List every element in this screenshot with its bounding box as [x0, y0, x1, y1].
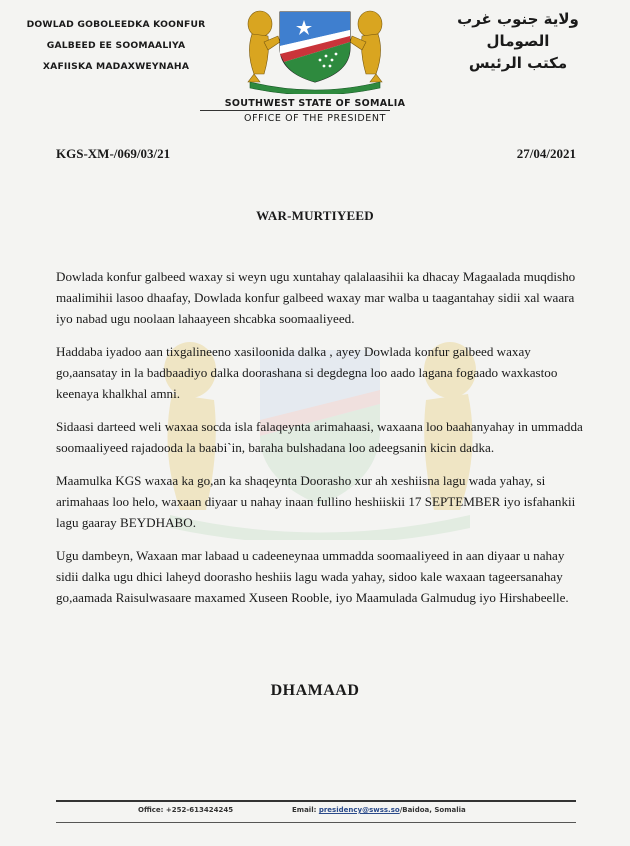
letter-date: 27/04/2021 [516, 146, 576, 161]
state-name: SOUTHWEST STATE OF SOMALIA [224, 98, 406, 109]
header-right-line: الصومال [486, 32, 550, 50]
state-emblem [240, 2, 390, 94]
footer-bottom-divider [56, 822, 576, 823]
body-paragraph: Haddaba iyadoo aan tixgalineeno xasiloonida dalka , ayey Dowlada konfur galbeed waxay go,aansatay in la badbaadiyo dalka doorashana si degdegna loo aado lagana fogaado waxkastoo keenaya khalkhal amni. [56, 344, 558, 401]
header-somali-block [10, 14, 222, 77]
body-paragraph: Dowlada konfur galbeed waxay si weyn ugu xuntahay qalalaasihii ka dhacay Magaalada muqdisho maalimihii lasoo dhaafay, Dowlada konfur galbeed waxay mar walba u taagantahay sidii xal waara iyo nabad ugu noolaan lahaayeen shcabka soomaaliyeed. [56, 269, 576, 326]
document-title: WAR-MURTIYEED [256, 208, 374, 223]
body-paragraph: Ugu dambeyn, Waxaan mar labaad u cadeeneynaa ummadda soomaaliyeed in aan diyaar u nahay sidii dalka ugu dhici laheyd doorasho heshiis lagu wada yahay, sidoo kale waxaan tageersanahay go,aamada Raisulwasaare maxamed Xuseen Rooble, iyo Maamulada Galmudug iyo Hirshabeelle. [56, 548, 569, 605]
header-divider [200, 110, 390, 111]
body-paragraph: Sidaasi darteed weli waxaa socda isla falaqeynta arimahaasi, waxaana loo baahanyahay in ummadda soomaaliyeed rajadooda la baabi`in, baraha bulshadana loo adeegsanin kicin dadka. [56, 419, 583, 455]
letter-body [56, 266, 586, 620]
footer-location: /Baidoa, Somalia [399, 806, 466, 814]
footer-email-label: Email: [292, 806, 317, 814]
header-left-line: GALBEED EE SOOMAALIYA [46, 40, 186, 51]
footer-divider [56, 800, 576, 802]
header-right-line: ولاية جنوب غرب [457, 10, 579, 28]
reference-number: KGS-XM-/069/03/21 [56, 146, 171, 161]
footer-email-block [292, 806, 466, 814]
office-name: OFFICE OF THE PRESIDENT [244, 113, 386, 124]
footer-office-phone: Office: +252-613424245 [138, 806, 234, 814]
header-left-line: XAFIISKA MADAXWEYNAHA [42, 61, 190, 72]
header-arabic-block [428, 8, 608, 74]
header-right-line: مكتب الرئيس [468, 54, 568, 72]
footer-email-link[interactable]: presidency@swss.so [318, 806, 400, 814]
closing-word: DHAMAAD [270, 682, 360, 699]
body-paragraph: Maamulka KGS waxaa ka go,an ka shaqeynta Doorasho xur ah xeshiisna lagu wada yahay, si arimahaas loo helo, waxaan diyaar u nahay inaan fullino heshiiskii 17 SEPTEMBER iyo isfahankii lagu gaaray BEYDHABO. [56, 473, 576, 530]
header-left-line: DOWLAD GOBOLEEDKA KOONFUR [26, 19, 206, 30]
